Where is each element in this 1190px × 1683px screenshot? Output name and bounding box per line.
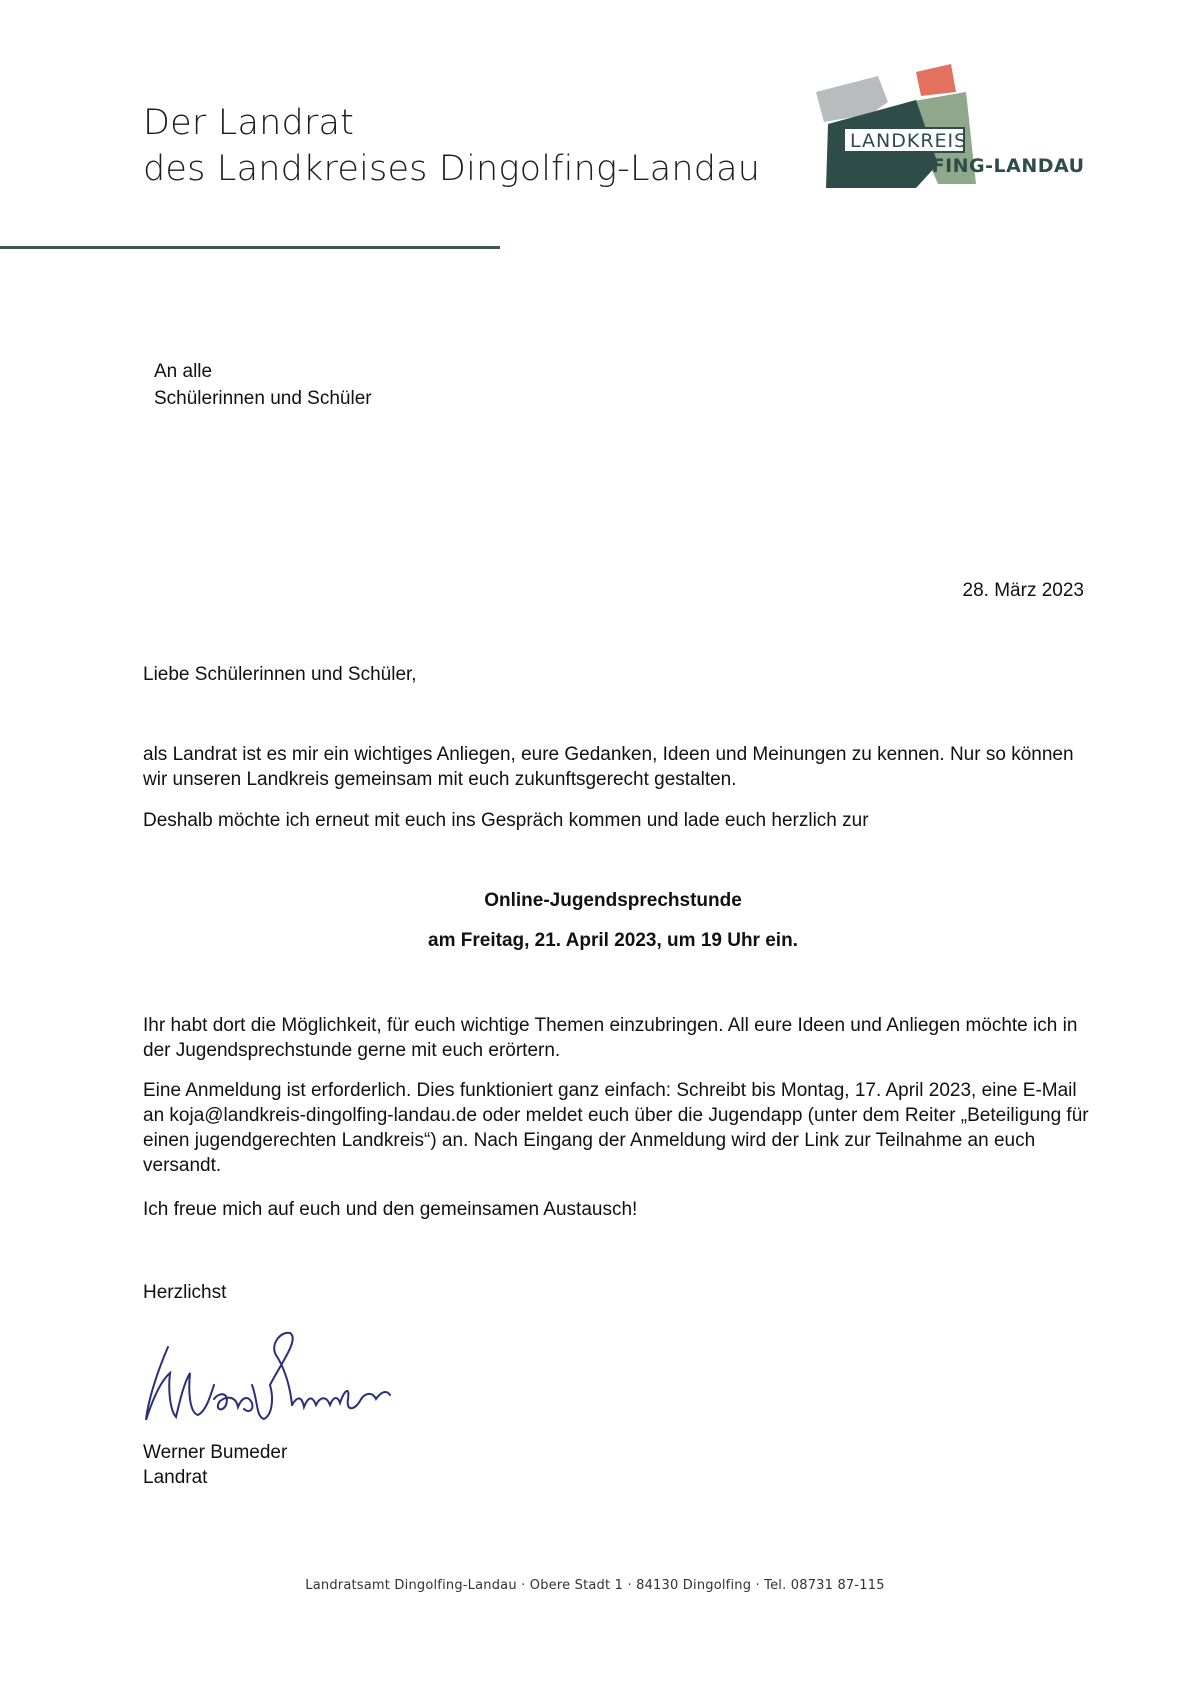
- footer-address: Landratsamt Dingolfing-Landau · Obere Stadt 1 · 84130 Dingolfing · Tel. 08731 87-115: [305, 1578, 885, 1593]
- event-date: am Freitag, 21. April 2023, um 19 Uhr ein.: [428, 930, 798, 951]
- signer-name: Werner Bumeder: [143, 1442, 288, 1463]
- letter-date: 28. März 2023: [962, 580, 1084, 601]
- paragraph-1: als Landrat ist es mir ein wichtiges Anliegen, eure Gedanken, Ideen und Meinungen zu kennen. Nur so können wir unseren Landkreis gemeinsam mit euch zukunftsgerecht gestalten.: [143, 744, 1074, 790]
- paragraph-registration: [143, 1078, 1093, 1178]
- recipient-address: [154, 358, 372, 412]
- paragraph-2: Deshalb möchte ich erneut mit euch ins Gespräch kommen und lade euch herzlich zur: [143, 810, 869, 831]
- signer-block: [143, 1440, 287, 1490]
- signer-role: Landrat: [143, 1467, 208, 1488]
- paragraph-invitation: [143, 808, 1093, 833]
- paragraph-closing-remark: [143, 1197, 1093, 1222]
- header-divider: [0, 246, 500, 249]
- logo-text-line1: LANDKREIS: [850, 130, 968, 152]
- handwritten-signature: [140, 1325, 400, 1425]
- logo-text-line2: DINGOLFING-LANDAU: [846, 155, 1085, 177]
- paragraph-topics: [143, 1013, 1093, 1063]
- logo-shape-red: [916, 64, 956, 96]
- letterhead-title-line2: des Landkreises Dingolfing-Landau: [143, 149, 761, 189]
- recipient-line1: An alle: [154, 361, 213, 382]
- salutation: Liebe Schülerinnen und Schüler,: [143, 664, 417, 685]
- recipient-line2: Schülerinnen und Schüler: [154, 388, 372, 409]
- letterhead-title-line1: Der Landrat: [143, 103, 355, 143]
- event-title: Online-Jugendsprechstunde: [484, 890, 742, 911]
- paragraph-3: Ihr habt dort die Möglichkeit, für euch wichtige Themen einzubringen. All eure Ideen und Anliegen möchte ich in der Jugendsprechstunde gerne mit euch erörtern.: [143, 1015, 1078, 1061]
- closing-phrase: Herzlichst: [143, 1282, 227, 1303]
- paragraph-5: Ich freue mich auf euch und den gemeinsamen Austausch!: [143, 1199, 638, 1220]
- landkreis-logo: [816, 64, 1088, 210]
- paragraph-4: Eine Anmeldung ist erforderlich. Dies funktioniert ganz einfach: Schreibt bis Montag, 17. April 2023, eine E-Mail an koja@landkreis-dingolfing-landau.de oder meldet euch über die Jugendapp (unter dem Reiter „Beteiligung für einen jugendgerechten Landkreis“) an. Nach Eingang der Anmeldung wird der Link zur Teilnahme an euch versandt.: [143, 1080, 1089, 1176]
- letterhead-title: [143, 100, 760, 192]
- paragraph-intro: [143, 742, 1093, 792]
